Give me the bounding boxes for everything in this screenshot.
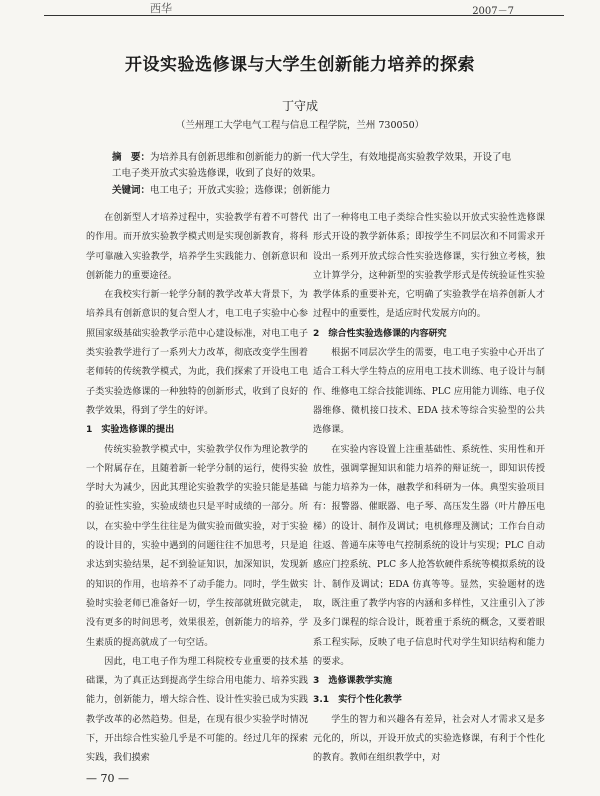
paragraph: 出了一种将电工电子类综合性实验以开放式实验性选修课形式开设的教学新体系；即按学生不同层次和不同需求开设出一系列开放式综合性实验选修课，实行独立考核，独立计算学分，这种新型的实验教学形式是传统验证性实验教学体系的重要补充，它明确了实验教学在培养创新人才过程中的重要性，是适应时代发展方向的。 [313,213,545,320]
keywords-text: 电工电子；开放式实验；选修课；创新能力 [150,185,331,196]
header-issue-date: 2007－7 [472,6,514,17]
section-heading-1: 1 实验选修课的提出 [86,425,175,436]
abstract-label: 摘 要： [112,152,151,163]
left-column [86,209,308,769]
header-journal-name: 西华 [150,2,172,15]
author: 丁守成 [281,99,318,113]
paragraph: 在创新型人才培养过程中，实验教学有着不可替代的作用。而开放实验教学模式则是实现创新教育，将科学可靠融入实验教学，培养学生实践能力、创新意识和创新能力的重要途径。 [86,213,308,281]
paragraph: 在我校实行新一轮学分制的教学改革大背景下，为培养具有创新意识的复合型人才，电工电子实验中心参照国家级基础实验教学示范中心建设标准，对电工电子类实验教学进行了一系列大力改革，彻底改变学生围着老师转的传统教学模式，为此，我们探索了开设电工电子类实验选修课的一种独特的创新形式，收到了良好的教学效果，得到了学生的好评。 [86,290,308,416]
section-heading-3: 3 选修课教学实施 [313,676,393,687]
right-column [313,209,545,769]
paragraph: 学生的智力和兴趣各有差异，社会对人才需求又是多元化的，所以，开设开放式的实验选修课，有利于个性化的教育。教师在组织教学中，对 [313,714,545,764]
abstract-text: 为培养具有创新思维和创新能力的新一代大学生，有效地提高实验教学效果，开设了电工电子类开放式实验选修课，收到了良好的效果。 [112,152,512,179]
section-heading-2: 2 综合性实验选修课的内容研究 [313,328,447,339]
abstract [112,150,512,182]
affiliation: （兰州理工大学电气工程与信息工程学院，兰州 730050） [175,120,425,131]
paragraph: 因此，电工电子作为理工科院校专业重要的技术基础课，为了真正达到提高学生综合用电能力、培养实践能力，创新能力，增大综合性、设计性实验已成为实践教学改革的必然趋势。但是，在现有很少实验学时情况下，开出综合性实验几乎是不可能的。经过几年的探索实践，我们摸索 [86,656,308,764]
subsection-heading-3-1: 3.1 实行个性化教学 [313,695,402,706]
paragraph: 传统实验教学模式中，实验教学仅作为理论教学的一个附属存在，且随着新一轮学分制的运行，使得实验学时大为减少，因此其理论实验教学的实验只能是基础的验证性实验，实验成绩也只是平时成绩的一部分。所以，在实验中学生往往是为做实验而做实验，对于实验的设计目的，实验中遇到的问题往往不加思考，只是追求达到实验结果，起不到验证知识，加深知识，发现新的知识的作用，也培养不了动手能力。同时，学生做实验时实验老师已准备好一切，学生按部就班做完就走，没有更多的时间思考，效果很差，创新能力的培养，学生素质的提高就成了一句空话。 [86,444,308,648]
keywords-label: 关键词： [112,185,151,196]
page-number: — 70 — [86,772,129,785]
paragraph: 根据不同层次学生的需要，电工电子实验中心开出了适合工科大学生特点的应用电工技术训练、电子设计与制作、维修电工综合技能训练、PLC 应用能力训练、电子仪器维修、微机接口技术、EDA 技术等综合实验型的公共选修课。 [313,348,545,436]
header-rule [44,15,564,16]
keywords [112,183,512,199]
paper-title: 开设实验选修课与大学生创新能力培养的探索 [125,55,475,75]
paragraph: 在实验内容设置上注重基础性、系统性、实用性和开放性，强调掌握知识和能力培养的辩证统一，即知识传授与能力培养为一体，融教学和科研为一体。典型实验项目有：报警器、催眠器、电子琴、高压发生器（叶片静压电梯）的设计、制作及调试；电机修理及测试；工作台自动往返、普通车床等电气控制系统的设计与实现；PLC 自动感应门控系统、PLC 多人抢答软硬件系统等模拟系统的设计、制作及调试；EDA 仿真等等。显然，实验题材的选取，既注重了教学内容的内涵和多样性，又注重引入了涉及多门课程的综合设计，既着重于系统的概念，又要着眼系工程实际，反映了电子信息时代对学生知识结构和能力的要求。 [313,444,545,667]
